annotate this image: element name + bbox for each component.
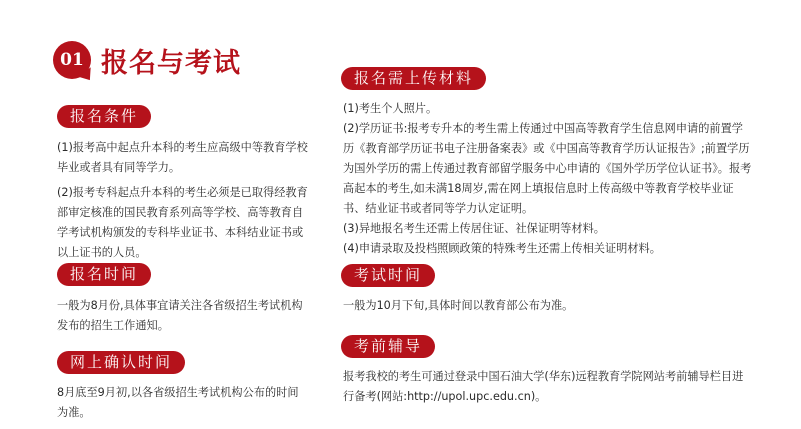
conditions-heading: 报名条件 <box>57 105 151 128</box>
exam-time-text: 一般为10月下旬,具体时间以教育部公布为准。 <box>343 299 574 312</box>
registration-time-text: 一般为8月份,具体事宜请关注各省级招生考试机构发布的招生工作通知。 <box>57 299 303 332</box>
registration-time-heading: 报名时间 <box>57 263 151 286</box>
exam-time-heading: 考试时间 <box>341 264 435 287</box>
coaching-heading: 考前辅导 <box>341 335 435 358</box>
section-number-badge <box>53 41 91 79</box>
section-title: 报名与考试 <box>101 47 241 79</box>
materials-list <box>343 99 753 259</box>
materials-item-3: (3)异地报名考生还需上传居住证、社保证明等材料。 <box>343 222 605 235</box>
online-confirm-text: 8月底至9月初,以各省级招生考试机构公布的时间为准。 <box>57 386 299 419</box>
section-header <box>53 40 241 80</box>
section-number: 01 <box>60 50 84 70</box>
materials-item-2: (2)学历证书:报考专升本的考生需上传通过中国高等教育学生信息网申请的前置学历《教育部学历证书电子注册备案表》或《中国高等教育学历认证报告》;前置学历为国外学历的需上传通过教育部留学服务中心申请的《国外学历学位认证书》。报考高起本的考生,如未满18周岁,需在网上填报信息时上传高级中等教育学校毕业证书、结业证书或者同等学力认定证明。 <box>343 122 752 215</box>
conditions-paragraph-1: (1)报考高中起点升本科的考生应高级中等教育学校毕业或者具有同等学力。 <box>57 141 308 174</box>
online-confirm-heading: 网上确认时间 <box>57 351 185 374</box>
materials-item-1: (1)考生个人照片。 <box>343 102 438 115</box>
coaching-text: 报考我校的考生可通过登录中国石油大学(华东)远程教育学院网站考前辅导栏目进行备考(网站:http://upol.upc.edu.cn)。 <box>343 370 744 403</box>
materials-heading: 报名需上传材料 <box>341 67 486 90</box>
materials-item-4: (4)申请录取及投档照顾政策的特殊考生还需上传相关证明材料。 <box>343 242 661 255</box>
conditions-paragraph-2: (2)报考专科起点升本科的考生必须是已取得经教育部审定核准的国民教育系列高等学校、高等教育自学考试机构颁发的专科毕业证书、本科结业证书或以上证书的人员。 <box>57 186 308 259</box>
conditions-text <box>57 138 309 263</box>
